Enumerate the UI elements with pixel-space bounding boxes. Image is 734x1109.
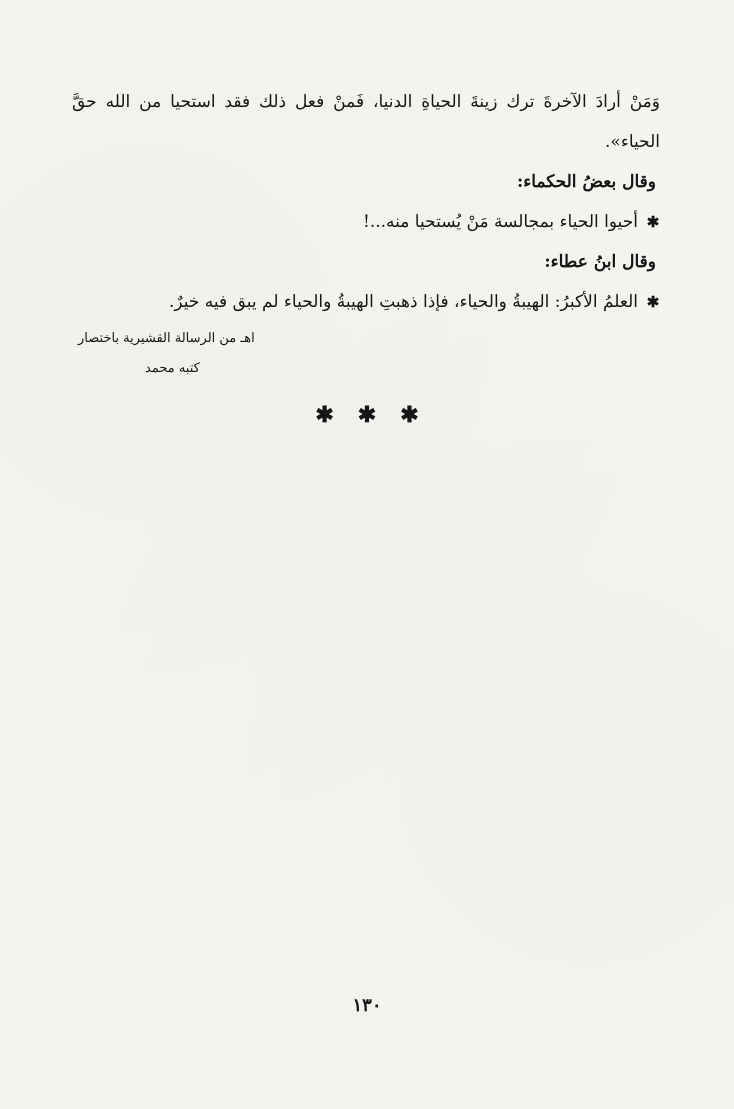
- bullet-text: أحيوا الحياء بمجالسة مَنْ يُستحيا منه...!: [363, 212, 638, 232]
- quote-paragraph: وَمَنْ أرادَ الآخرةَ ترك زينةَ الحياةِ الدنيا، فَمنْ فعل ذلك فقد استحيا من الله حقَّ الحياء».: [72, 92, 660, 152]
- section-heading-wise-men: وقال بعضُ الحكماء:: [516, 172, 656, 192]
- page-number: ١٣٠: [352, 995, 382, 1016]
- bullet-text: العلمُ الأكبرُ: الهيبةُ والحياء، فإذا ذهبتِ الهيبةُ والحياء لم يبق فيه خيرٌ.: [168, 292, 638, 312]
- asterisk-bullet-icon: ✱: [646, 293, 660, 311]
- author-signature: كتبه محمد: [145, 361, 200, 376]
- section-heading-ibn-ata: وقال ابنُ عطاء:: [544, 252, 656, 272]
- asterisk-bullet-icon: ✱: [646, 213, 660, 231]
- source-note: اهـ من الرسالة القشيرية باختصار: [78, 331, 255, 346]
- main-text-block: [72, 82, 660, 322]
- asterisk-separator-icon: ✱✱✱: [315, 402, 443, 428]
- bullet-item: [72, 202, 660, 242]
- section-separator: [0, 402, 734, 428]
- bullet-item: [72, 282, 660, 322]
